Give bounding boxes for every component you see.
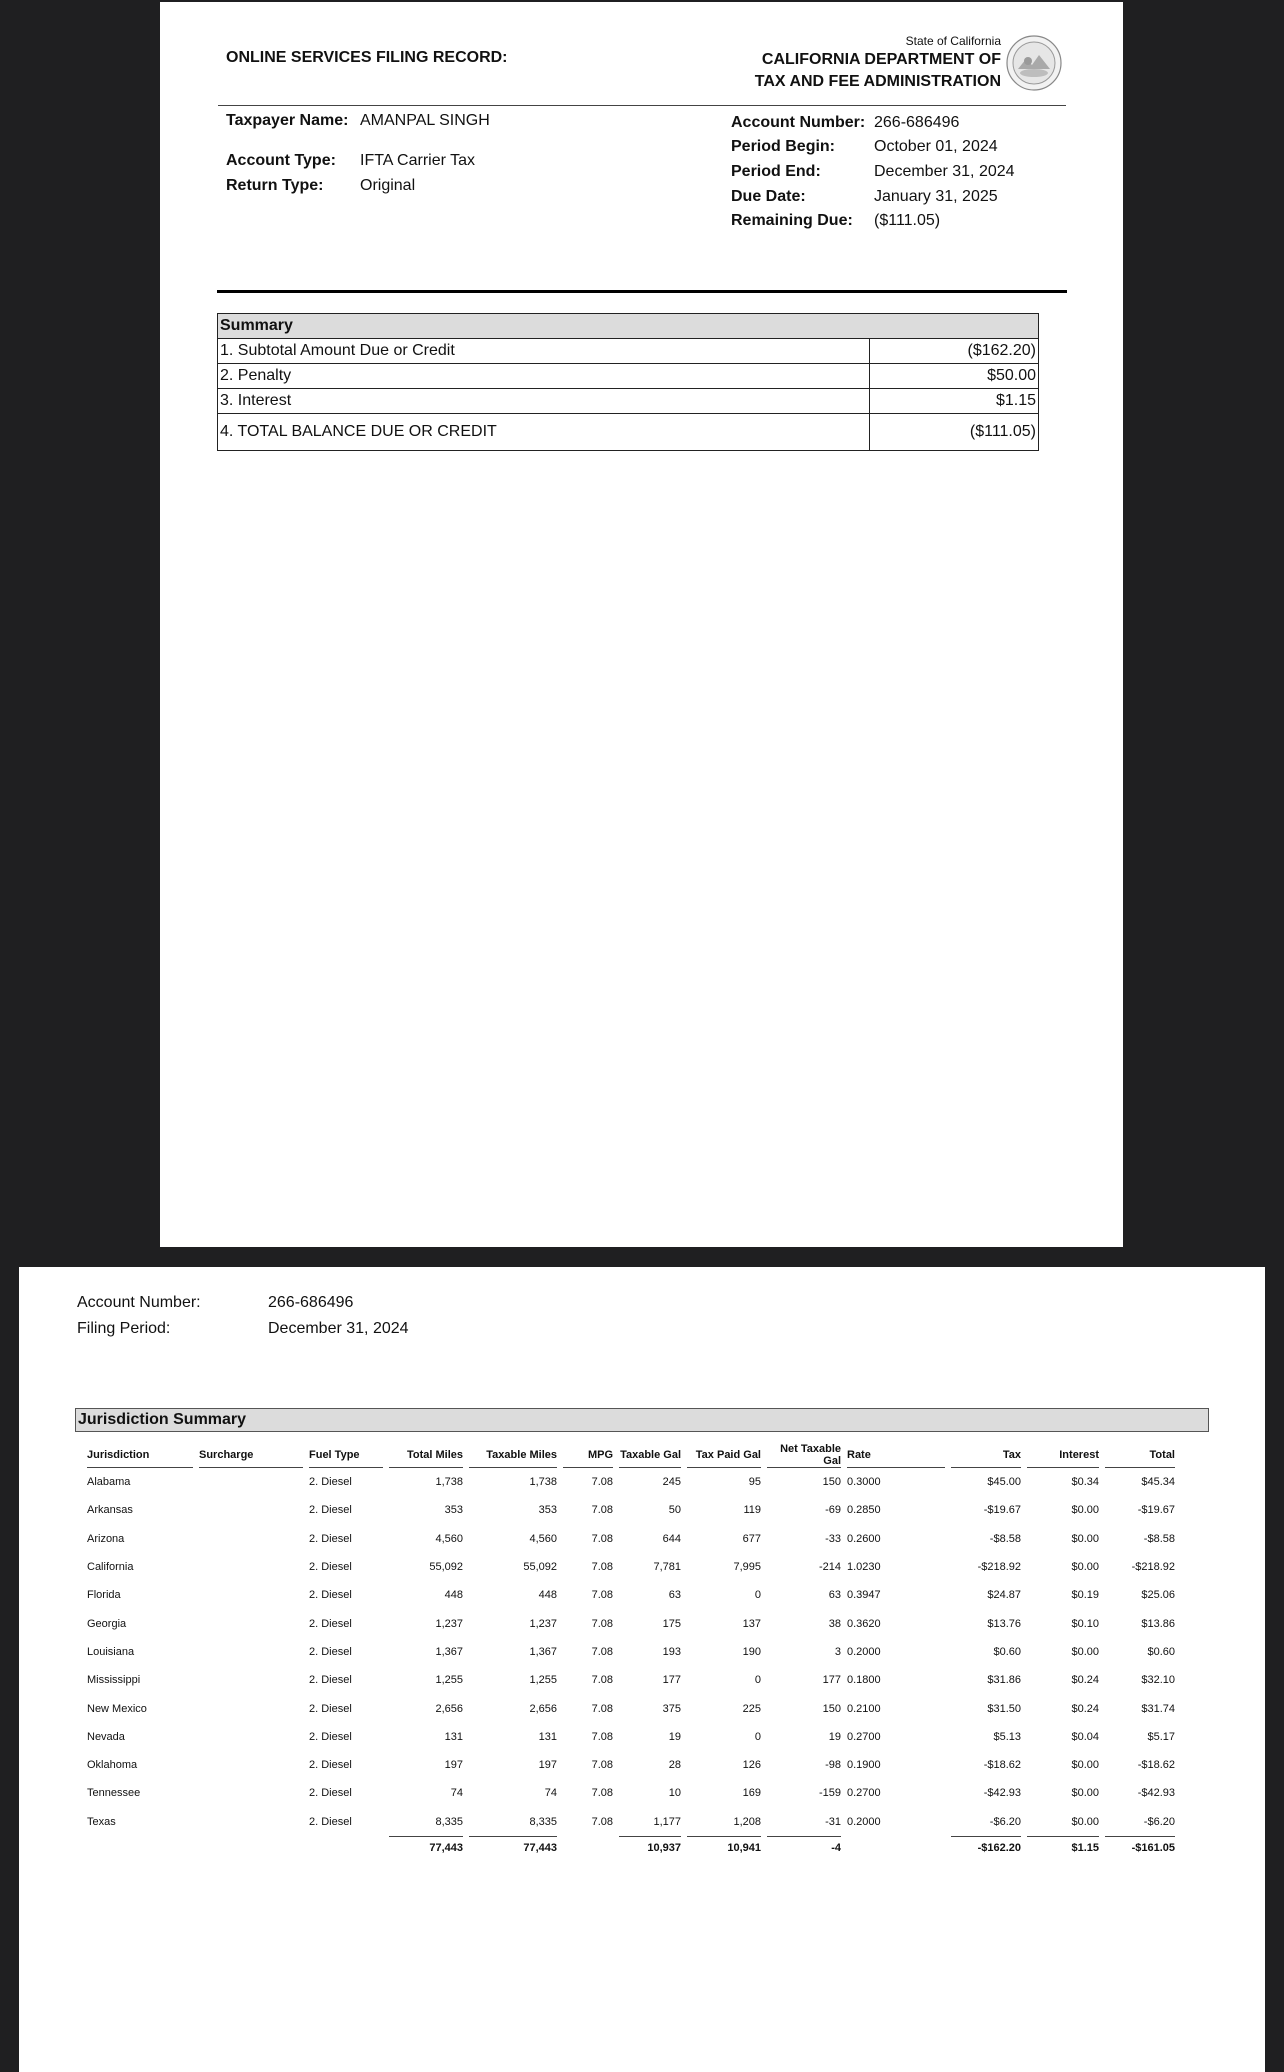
cell-net-taxable-gal: 3 <box>834 1645 841 1658</box>
taxpayer-name-label: Taxpayer Name: <box>226 112 349 129</box>
cell-taxable-gal: 19 <box>668 1730 681 1743</box>
cell-total: $25.06 <box>1141 1589 1175 1602</box>
cell-total-miles: 2,656 <box>435 1702 463 1715</box>
total-tax-paid-gal: 10,941 <box>687 1836 761 1859</box>
total-taxable-gal: 10,937 <box>619 1836 681 1859</box>
cell-taxable-miles: 1,367 <box>529 1645 557 1658</box>
summary-row-label: 2. Penalty <box>218 364 870 389</box>
col-header-taxable-gal: Taxable Gal <box>619 1443 681 1468</box>
cell-rate: 0.2850 <box>847 1504 881 1517</box>
cell-total: -$18.62 <box>1137 1759 1175 1772</box>
cell-total: -$42.93 <box>1137 1787 1175 1800</box>
cell-tax-paid-gal: 225 <box>742 1702 761 1715</box>
summary-row-label: 4. TOTAL BALANCE DUE OR CREDIT <box>218 414 870 451</box>
cell-total-miles: 197 <box>444 1759 463 1772</box>
cell-interest: $0.00 <box>1071 1504 1099 1517</box>
cell-fuel-type: 2. Diesel <box>309 1730 352 1743</box>
cell-total-miles: 4,560 <box>435 1532 463 1545</box>
cell-total: -$8.58 <box>1143 1532 1175 1545</box>
total-tax: -$162.20 <box>951 1836 1021 1859</box>
cell-jurisdiction: Alabama <box>87 1476 131 1489</box>
summary-row <box>218 389 1039 414</box>
cell-total: -$218.92 <box>1131 1561 1175 1574</box>
cell-rate: 0.1800 <box>847 1674 881 1687</box>
agency-name <box>755 49 1001 93</box>
cell-total-miles: 1,367 <box>435 1645 463 1658</box>
account-type-value: IFTA Carrier Tax <box>360 152 475 169</box>
cell-tax-paid-gal: 95 <box>748 1476 761 1489</box>
cell-rate: 1.0230 <box>847 1561 881 1574</box>
cell-surcharge <box>199 1694 303 1722</box>
cell-net-taxable-gal: -214 <box>818 1561 841 1574</box>
cell-tax: -$8.58 <box>989 1532 1021 1545</box>
cell-tax: $31.50 <box>987 1702 1021 1715</box>
cell-jurisdiction: Oklahoma <box>87 1759 138 1772</box>
cell-tax-paid-gal: 169 <box>742 1787 761 1800</box>
cell-taxable-gal: 177 <box>662 1674 681 1687</box>
cell-taxable-miles: 8,335 <box>529 1815 557 1828</box>
cell-net-taxable-gal: -159 <box>818 1787 841 1800</box>
p2-filing-period-value: December 31, 2024 <box>268 1320 409 1337</box>
cell-rate: 0.2700 <box>847 1730 881 1743</box>
cell-surcharge <box>199 1609 303 1637</box>
cell-fuel-type: 2. Diesel <box>309 1504 352 1517</box>
cell-total-miles: 55,092 <box>429 1561 463 1574</box>
col-header-fuel-type: Fuel Type <box>309 1443 383 1468</box>
cell-taxable-miles: 353 <box>538 1504 557 1517</box>
cell-fuel-type: 2. Diesel <box>309 1476 352 1489</box>
cell-interest: $0.04 <box>1071 1730 1099 1743</box>
cell-fuel-type: 2. Diesel <box>309 1617 352 1630</box>
cell-rate: 0.1900 <box>847 1759 881 1772</box>
jurisdiction-summary-title: Jurisdiction Summary <box>75 1408 1209 1432</box>
cell-surcharge <box>199 1553 303 1581</box>
cell-interest: $0.00 <box>1071 1561 1099 1574</box>
return-type-label: Return Type: <box>226 177 324 194</box>
col-header-tax: Tax <box>951 1443 1021 1468</box>
cell-taxable-gal: 644 <box>662 1532 681 1545</box>
cell-taxable-miles: 1,255 <box>529 1674 557 1687</box>
cell-interest: $0.10 <box>1071 1617 1099 1630</box>
due-date-value: January 31, 2025 <box>874 188 998 205</box>
cell-net-taxable-gal: -98 <box>825 1759 841 1772</box>
cell-taxable-miles: 55,092 <box>523 1561 557 1574</box>
cell-mpg: 7.08 <box>591 1702 613 1715</box>
cell-jurisdiction: Texas <box>87 1815 116 1828</box>
table-row <box>87 1751 1255 1779</box>
p2-account-number-value: 266-686496 <box>268 1294 354 1311</box>
summary-row-label: 1. Subtotal Amount Due or Credit <box>218 339 870 364</box>
section-rule <box>217 290 1067 293</box>
cell-mpg: 7.08 <box>591 1787 613 1800</box>
cell-net-taxable-gal: -69 <box>825 1504 841 1517</box>
col-header-jurisdiction: Jurisdiction <box>87 1443 193 1468</box>
cell-interest: $0.00 <box>1071 1787 1099 1800</box>
cell-surcharge <box>199 1751 303 1779</box>
cell-total: $32.10 <box>1141 1674 1175 1687</box>
table-row <box>87 1609 1255 1637</box>
cell-taxable-miles: 74 <box>544 1787 557 1800</box>
table-row <box>87 1808 1255 1836</box>
period-begin-value: October 01, 2024 <box>874 138 998 155</box>
cell-tax-paid-gal: 137 <box>742 1617 761 1630</box>
cell-fuel-type: 2. Diesel <box>309 1589 352 1602</box>
total-total-miles: 77,443 <box>389 1836 463 1859</box>
total-mpg <box>563 1836 613 1859</box>
summary-table <box>217 313 1039 451</box>
cell-tax-paid-gal: 7,995 <box>733 1561 761 1574</box>
cell-surcharge <box>199 1723 303 1751</box>
summary-row-total <box>218 414 1039 451</box>
total-rate <box>847 1836 945 1859</box>
cell-total: $13.86 <box>1141 1617 1175 1630</box>
cell-tax: $5.13 <box>993 1730 1021 1743</box>
cell-mpg: 7.08 <box>591 1476 613 1489</box>
col-header-total: Total <box>1105 1443 1175 1468</box>
total-surcharge <box>199 1836 303 1859</box>
cell-tax: $24.87 <box>987 1589 1021 1602</box>
table-row <box>87 1468 1255 1496</box>
cell-interest: $0.34 <box>1071 1476 1099 1489</box>
cell-tax-paid-gal: 0 <box>754 1730 761 1743</box>
cell-tax: -$19.67 <box>983 1504 1021 1517</box>
cell-fuel-type: 2. Diesel <box>309 1759 352 1772</box>
cell-tax: -$42.93 <box>983 1787 1021 1800</box>
table-row <box>87 1779 1255 1807</box>
cell-jurisdiction: New Mexico <box>87 1702 147 1715</box>
total-total: -$161.05 <box>1105 1836 1175 1859</box>
cell-interest: $0.19 <box>1071 1589 1099 1602</box>
cell-mpg: 7.08 <box>591 1617 613 1630</box>
cell-tax-paid-gal: 126 <box>742 1759 761 1772</box>
agency-state: State of California <box>905 34 1001 48</box>
cell-total: -$6.20 <box>1143 1815 1175 1828</box>
cell-taxable-gal: 63 <box>668 1589 681 1602</box>
period-end-label: Period End: <box>731 163 821 180</box>
cell-taxable-miles: 197 <box>538 1759 557 1772</box>
cell-mpg: 7.08 <box>591 1759 613 1772</box>
summary-row <box>218 364 1039 389</box>
cell-tax: $13.76 <box>987 1617 1021 1630</box>
cell-jurisdiction: California <box>87 1561 134 1574</box>
due-date-label: Due Date: <box>731 188 806 205</box>
cell-mpg: 7.08 <box>591 1589 613 1602</box>
col-header-rate: Rate <box>847 1443 945 1468</box>
cell-tax: -$218.92 <box>977 1561 1021 1574</box>
cell-surcharge <box>199 1638 303 1666</box>
cell-rate: 0.2100 <box>847 1702 881 1715</box>
total-interest: $1.15 <box>1027 1836 1099 1859</box>
period-begin-label: Period Begin: <box>731 138 836 155</box>
cell-total: $0.60 <box>1147 1645 1175 1658</box>
cell-tax-paid-gal: 0 <box>754 1589 761 1602</box>
cell-jurisdiction: Nevada <box>87 1730 125 1743</box>
col-header-interest: Interest <box>1027 1443 1099 1468</box>
table-row <box>87 1496 1255 1524</box>
cell-rate: 0.2000 <box>847 1645 881 1658</box>
cell-taxable-gal: 28 <box>668 1759 681 1772</box>
cell-mpg: 7.08 <box>591 1815 613 1828</box>
cell-taxable-miles: 131 <box>538 1730 557 1743</box>
cell-tax: -$18.62 <box>983 1759 1021 1772</box>
table-row <box>87 1553 1255 1581</box>
cell-total-miles: 74 <box>450 1787 463 1800</box>
cell-rate: 0.2700 <box>847 1787 881 1800</box>
cell-fuel-type: 2. Diesel <box>309 1561 352 1574</box>
cell-total: $31.74 <box>1141 1702 1175 1715</box>
cell-taxable-gal: 193 <box>662 1645 681 1658</box>
cell-net-taxable-gal: -33 <box>825 1532 841 1545</box>
cell-jurisdiction: Mississippi <box>87 1674 141 1687</box>
cell-interest: $0.00 <box>1071 1759 1099 1772</box>
account-number-value: 266-686496 <box>874 114 960 131</box>
col-header-tax-paid-gal: Tax Paid Gal <box>687 1443 761 1468</box>
cell-jurisdiction: Louisiana <box>87 1645 135 1658</box>
cell-total: $5.17 <box>1147 1730 1175 1743</box>
filing-record-page-1 <box>160 2 1123 1247</box>
cell-tax: -$6.20 <box>989 1815 1021 1828</box>
cell-taxable-gal: 7,781 <box>653 1561 681 1574</box>
summary-row-amount: ($162.20) <box>870 339 1039 364</box>
cell-total-miles: 1,237 <box>435 1617 463 1630</box>
cell-interest: $0.24 <box>1071 1702 1099 1715</box>
cell-total: $45.34 <box>1141 1476 1175 1489</box>
cell-taxable-miles: 4,560 <box>529 1532 557 1545</box>
cell-mpg: 7.08 <box>591 1504 613 1517</box>
cell-fuel-type: 2. Diesel <box>309 1674 352 1687</box>
cell-total: -$19.67 <box>1137 1504 1175 1517</box>
cell-taxable-miles: 1,237 <box>529 1617 557 1630</box>
cell-fuel-type: 2. Diesel <box>309 1787 352 1800</box>
cell-mpg: 7.08 <box>591 1645 613 1658</box>
cell-net-taxable-gal: -31 <box>825 1815 841 1828</box>
agency-name-line2: TAX AND FEE ADMINISTRATION <box>754 73 1001 90</box>
cell-total-miles: 1,255 <box>435 1674 463 1687</box>
cell-total-miles: 131 <box>444 1730 463 1743</box>
cell-surcharge <box>199 1808 303 1836</box>
table-row <box>87 1723 1255 1751</box>
cell-total-miles: 1,738 <box>435 1476 463 1489</box>
col-header-net-taxable-gal: Net Taxable Gal <box>767 1443 841 1468</box>
cell-mpg: 7.08 <box>591 1674 613 1687</box>
cell-fuel-type: 2. Diesel <box>309 1702 352 1715</box>
cell-jurisdiction: Arizona <box>87 1532 125 1545</box>
summary-row-amount: $50.00 <box>870 364 1039 389</box>
total-fuel-type <box>309 1836 383 1859</box>
cell-rate: 0.2000 <box>847 1815 881 1828</box>
cell-total-miles: 353 <box>444 1504 463 1517</box>
table-row <box>87 1666 1255 1694</box>
p2-account-number-label: Account Number: <box>77 1294 201 1311</box>
cell-surcharge <box>199 1468 303 1496</box>
cell-tax: $0.60 <box>993 1645 1021 1658</box>
table-row <box>87 1694 1255 1722</box>
cell-tax-paid-gal: 677 <box>742 1532 761 1545</box>
col-header-taxable-miles: Taxable Miles <box>469 1443 557 1468</box>
cell-net-taxable-gal: 150 <box>822 1476 841 1489</box>
cell-interest: $0.00 <box>1071 1532 1099 1545</box>
cell-jurisdiction: Georgia <box>87 1617 127 1630</box>
total-taxable-miles: 77,443 <box>469 1836 557 1859</box>
cell-taxable-gal: 10 <box>668 1787 681 1800</box>
summary-row-amount: ($111.05) <box>870 414 1039 451</box>
header-title: ONLINE SERVICES FILING RECORD: <box>226 49 508 66</box>
cell-rate: 0.3000 <box>847 1476 881 1489</box>
cell-net-taxable-gal: 19 <box>828 1730 841 1743</box>
cell-jurisdiction: Florida <box>87 1589 121 1602</box>
cell-fuel-type: 2. Diesel <box>309 1645 352 1658</box>
table-row <box>87 1638 1255 1666</box>
summary-row-label: 3. Interest <box>218 389 870 414</box>
cell-jurisdiction: Tennessee <box>87 1787 141 1800</box>
cell-surcharge <box>199 1581 303 1609</box>
cell-interest: $0.00 <box>1071 1645 1099 1658</box>
cell-tax: $31.86 <box>987 1674 1021 1687</box>
cell-interest: $0.00 <box>1071 1815 1099 1828</box>
remaining-due-value: ($111.05) <box>874 212 941 229</box>
cell-tax: $45.00 <box>987 1476 1021 1489</box>
taxpayer-name-value: AMANPAL SINGH <box>360 112 490 129</box>
cell-total-miles: 448 <box>444 1589 463 1602</box>
col-header-total-miles: Total Miles <box>389 1443 463 1468</box>
summary-row-amount: $1.15 <box>870 389 1039 414</box>
cell-taxable-gal: 175 <box>662 1617 681 1630</box>
cell-net-taxable-gal: 38 <box>828 1617 841 1630</box>
remaining-due-label: Remaining Due: <box>731 212 853 229</box>
cell-taxable-miles: 2,656 <box>529 1702 557 1715</box>
cell-tax-paid-gal: 0 <box>754 1674 761 1687</box>
cell-taxable-gal: 50 <box>668 1504 681 1517</box>
total-net-taxable-gal: -4 <box>767 1836 841 1859</box>
total-jurisdiction <box>87 1836 193 1859</box>
cell-mpg: 7.08 <box>591 1532 613 1545</box>
cell-tax-paid-gal: 1,208 <box>733 1815 761 1828</box>
header-rule <box>218 105 1066 106</box>
account-type-label: Account Type: <box>226 152 336 169</box>
cell-taxable-miles: 1,738 <box>529 1476 557 1489</box>
cell-taxable-gal: 375 <box>662 1702 681 1715</box>
cell-fuel-type: 2. Diesel <box>309 1532 352 1545</box>
cell-tax-paid-gal: 119 <box>743 1504 761 1517</box>
table-row <box>87 1525 1255 1553</box>
cell-interest: $0.24 <box>1071 1674 1099 1687</box>
account-number-label: Account Number: <box>731 114 866 131</box>
cell-taxable-miles: 448 <box>538 1589 557 1602</box>
cell-fuel-type: 2. Diesel <box>309 1815 352 1828</box>
cell-mpg: 7.08 <box>591 1561 613 1574</box>
cell-net-taxable-gal: 63 <box>828 1589 841 1602</box>
cell-surcharge <box>199 1525 303 1553</box>
cell-tax-paid-gal: 190 <box>742 1645 761 1658</box>
return-type-value: Original <box>360 177 416 194</box>
state-seal-icon <box>1006 35 1062 91</box>
cell-rate: 0.3620 <box>847 1617 881 1630</box>
totals-row <box>87 1836 1255 1859</box>
agency-name-line1: CALIFORNIA DEPARTMENT OF <box>761 51 1001 68</box>
summary-row <box>218 339 1039 364</box>
cell-surcharge <box>199 1666 303 1694</box>
cell-net-taxable-gal: 150 <box>822 1702 841 1715</box>
cell-surcharge <box>199 1779 303 1807</box>
cell-total-miles: 8,335 <box>435 1815 463 1828</box>
cell-taxable-gal: 245 <box>662 1476 681 1489</box>
cell-taxable-gal: 1,177 <box>653 1815 681 1828</box>
col-header-mpg: MPG <box>563 1443 613 1468</box>
table-row <box>87 1581 1255 1609</box>
cell-net-taxable-gal: 177 <box>822 1674 841 1687</box>
cell-rate: 0.2600 <box>847 1532 881 1545</box>
cell-rate: 0.3947 <box>847 1589 881 1602</box>
summary-title: Summary <box>218 314 1039 339</box>
jurisdiction-table <box>87 1443 1255 1859</box>
p2-filing-period-label: Filing Period: <box>77 1320 171 1337</box>
col-header-surcharge: Surcharge <box>199 1443 303 1468</box>
cell-jurisdiction: Arkansas <box>87 1504 133 1517</box>
period-end-value: December 31, 2024 <box>874 163 1015 180</box>
cell-mpg: 7.08 <box>591 1730 613 1743</box>
cell-surcharge <box>199 1496 303 1524</box>
filing-record-page-2 <box>19 1267 1265 2072</box>
